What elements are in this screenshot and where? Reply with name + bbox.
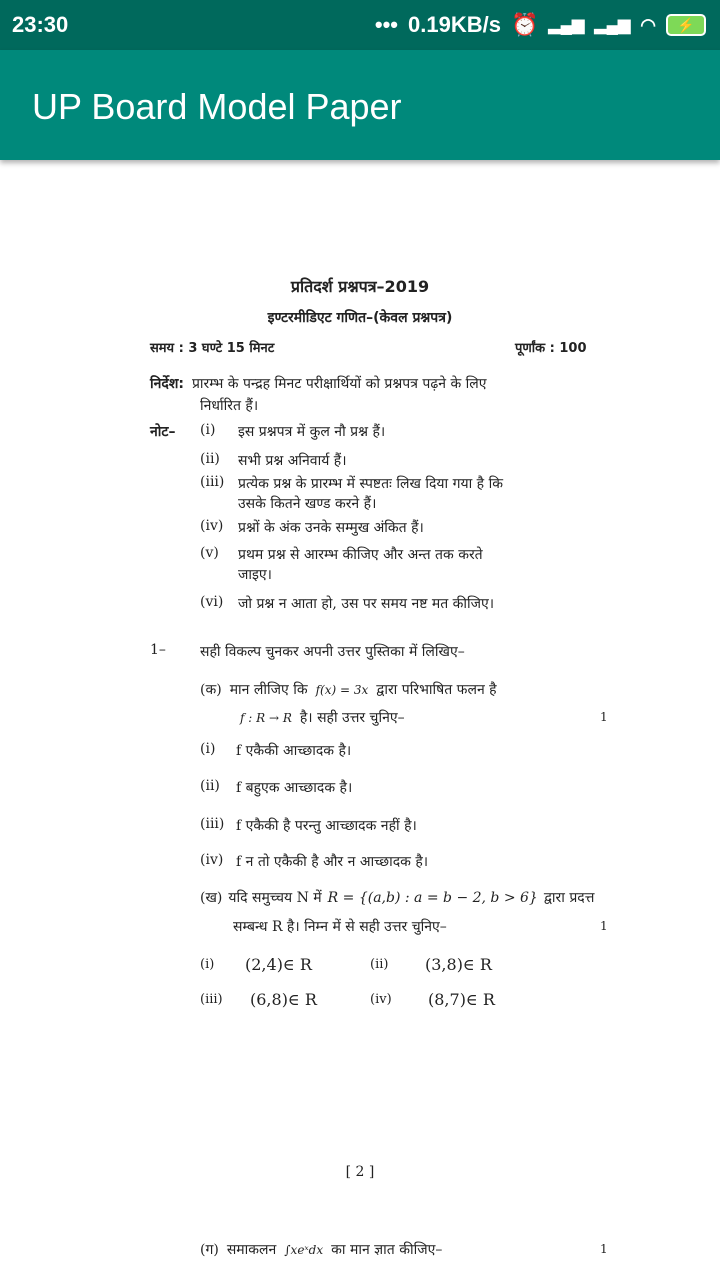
option-number: (ii) — [370, 957, 389, 972]
question-text: का मान ज्ञात कीजिए– — [331, 1242, 443, 1258]
option-number: (iii) — [200, 816, 225, 832]
option-number: (iv) — [200, 852, 224, 868]
option-number: (iv) — [370, 992, 392, 1007]
note-text: इस प्रश्नपत्र में कुल नौ प्रश्न हैं। — [238, 424, 386, 440]
page-number: [ 2 ] — [345, 1164, 375, 1180]
question-text: मान लीजिए कि — [229, 682, 308, 698]
instruction-label: निर्देश: — [150, 376, 184, 392]
note-text: प्रथम प्रश्न से आरम्भ कीजिए और अन्त तक करते — [238, 547, 483, 563]
note-number: (vi) — [200, 594, 224, 610]
marks: 1 — [600, 1242, 608, 1256]
option-number: (i) — [200, 957, 215, 972]
paper-subtitle: इण्टरमीडिएट गणित–(केवल प्रश्नपत्र) — [267, 310, 453, 326]
instruction-text: प्रारम्भ के पन्द्रह मिनट परीक्षार्थियों को प्रश्नपत्र पढ़ने के लिए — [191, 376, 487, 392]
option-text: f न तो एकैकी है और न आच्छादक है। — [236, 854, 429, 870]
note-number: (iii) — [200, 474, 225, 490]
question-text: द्वारा प्रदत्त — [543, 890, 595, 906]
note-text: उसके कितने खण्ड करने हैं। — [238, 496, 377, 512]
sub-question-a-line1 — [200, 680, 497, 699]
note-text: जो प्रश्न न आता हो, उस पर समय नष्ट मत कीजिए। — [238, 596, 495, 612]
note-text: सभी प्रश्न अनिवार्य हैं। — [238, 453, 347, 469]
sub-question-label: (ग) — [200, 1242, 219, 1258]
option-text: f बहुएक आच्छादक है। — [236, 780, 353, 796]
formula: f(x) = 3x — [315, 683, 369, 697]
option-number: (ii) — [200, 778, 220, 794]
note-number: (ii) — [200, 451, 220, 467]
more-dots: ••• — [374, 12, 399, 37]
sub-question-c — [200, 1240, 442, 1259]
option-text: (3,8)∈ R — [425, 955, 492, 974]
note-text: जाइए। — [238, 567, 272, 583]
signal-icon: ▂▄▆ — [548, 17, 585, 34]
question-number: 1– — [150, 642, 166, 658]
battery-charging-icon: ⚡ — [666, 14, 706, 36]
option-text: (8,7)∈ R — [428, 990, 495, 1009]
wifi-icon: ◠ — [640, 14, 656, 35]
note-number: (iv) — [200, 518, 224, 534]
question-text: है। सही उत्तर चुनिए– — [299, 710, 405, 726]
formula: ∫xeˣdx — [284, 1243, 324, 1257]
question-text: सम्बन्ध R है। निम्न में से सही उत्तर चुनिए– — [233, 919, 447, 935]
question-text: समाकलन — [226, 1242, 277, 1258]
instruction-row — [150, 374, 487, 393]
status-time: 23:30 — [12, 12, 69, 37]
note-label: नोट– — [150, 424, 176, 440]
formula: R = {(a,b) : a = b − 2, b > 6} — [327, 890, 538, 906]
time-allowed: समय : 3 घण्टे 15 मिनट — [150, 341, 275, 356]
sub-question-b-line1 — [200, 888, 594, 907]
note-number: (i) — [200, 422, 216, 438]
sub-question-label: (ख) — [200, 890, 223, 906]
option-number: (i) — [200, 741, 216, 757]
option-text: f एकैकी है परन्तु आच्छादक नहीं है। — [236, 818, 417, 834]
option-text: f एकैकी आच्छादक है। — [236, 743, 352, 759]
option-number: (iii) — [200, 992, 223, 1007]
alarm-icon: ⏰ — [510, 12, 539, 37]
signal-icon: ▂▄▆ — [594, 17, 631, 34]
sub-question-a-line2 — [240, 708, 405, 727]
note-number: (v) — [200, 545, 219, 561]
network-speed: 0.19KB/s — [408, 12, 501, 37]
option-text: (2,4)∈ R — [245, 955, 312, 974]
marks: 1 — [600, 710, 608, 724]
question-text: द्वारा परिभाषित फलन है — [376, 682, 497, 698]
note-text: प्रश्नों के अंक उनके सम्मुख अंकित हैं। — [238, 520, 424, 536]
question-text: सही विकल्प चुनकर अपनी उत्तर पुस्तिका में लिखिए– — [200, 644, 465, 660]
formula: f : R → R — [240, 711, 292, 725]
note-text: प्रत्येक प्रश्न के प्रारम्भ में स्पष्टतः लिख दिया गया है कि — [238, 476, 503, 492]
app-bar — [0, 50, 720, 160]
sub-question-label: (क) — [200, 682, 222, 698]
marks: 1 — [600, 919, 608, 933]
max-marks: पूर्णांक : 100 — [515, 341, 587, 356]
paper-title: प्रतिदर्श प्रश्नपत्र–2019 — [290, 277, 430, 296]
option-text: (6,8)∈ R — [250, 990, 317, 1009]
status-bar — [0, 0, 720, 50]
app-title: UP Board Model Paper — [32, 86, 402, 127]
question-text: यदि समुच्चय N में — [228, 890, 322, 906]
instruction-text: निर्धारित हैं। — [200, 398, 259, 414]
